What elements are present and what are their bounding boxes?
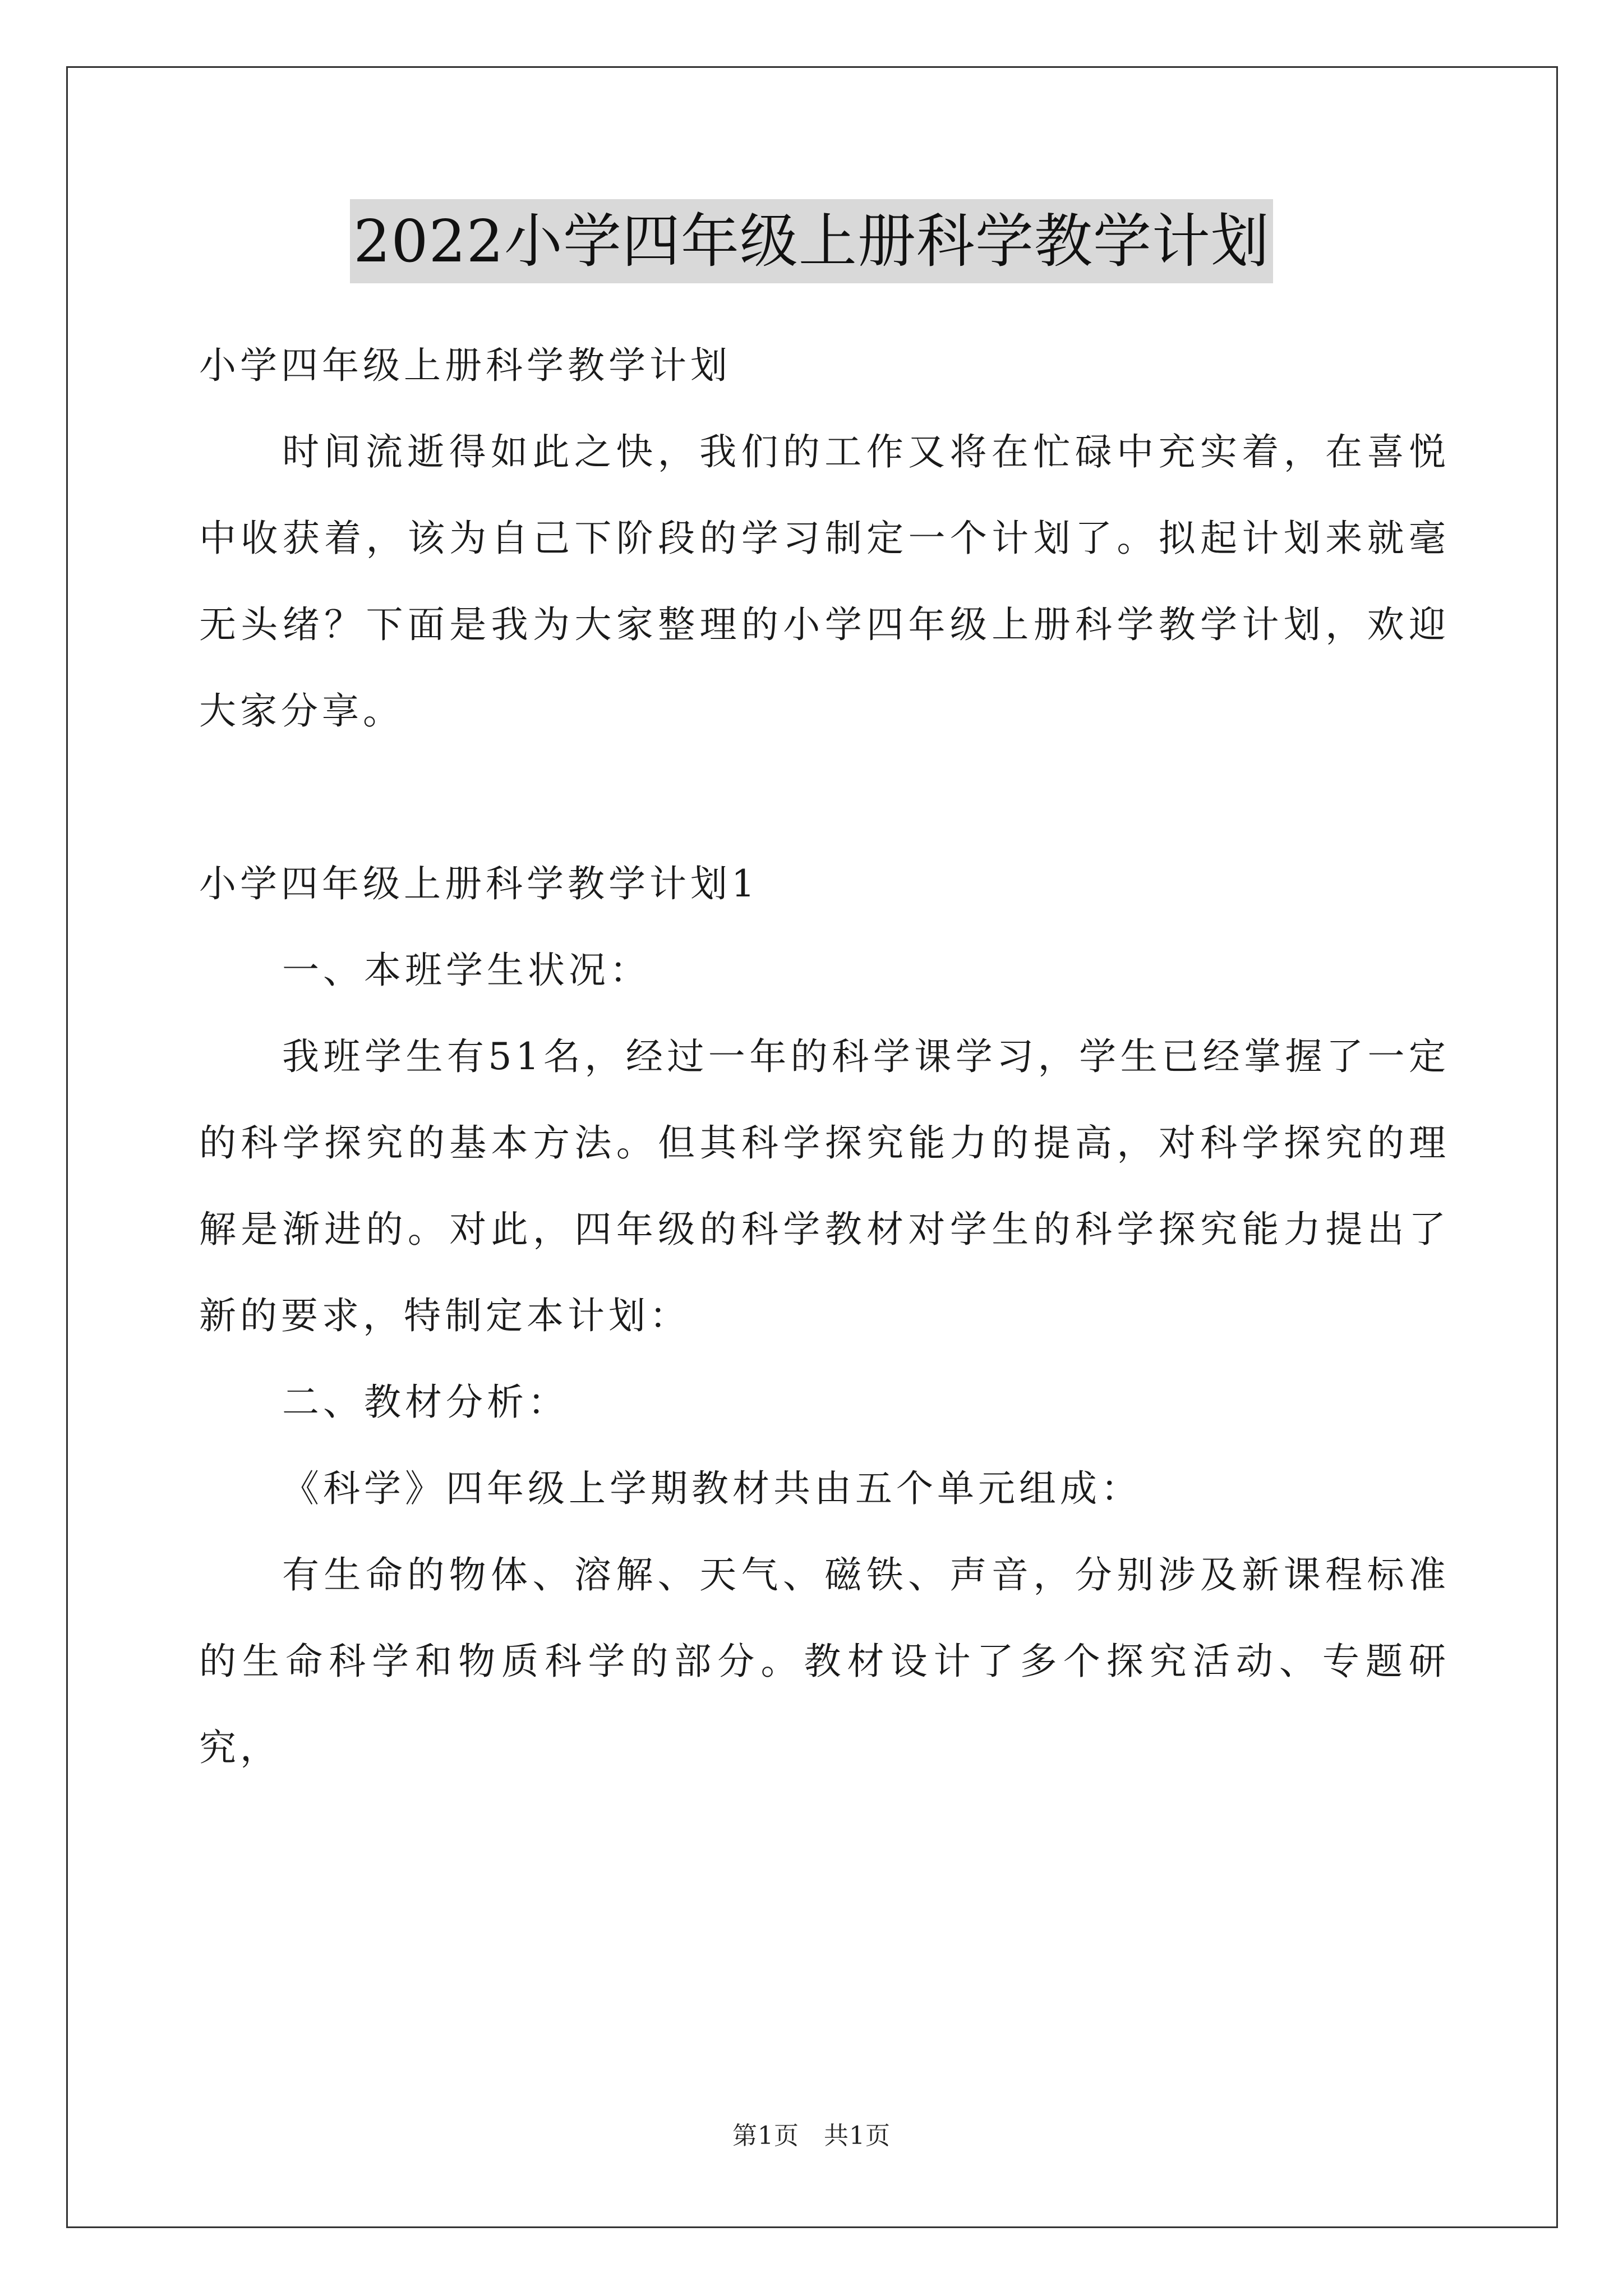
heading-student-status: 一、本班学生状况： xyxy=(282,949,651,992)
page-footer xyxy=(0,2119,1623,2153)
page-number: 第1页 xyxy=(732,2122,799,2150)
document-subtitle: 小学四年级上册科学教学计划 xyxy=(199,344,731,387)
textbook-units-paragraph: 《科学》四年级上学期教材共由五个单元组成： xyxy=(282,1467,1142,1510)
title-container xyxy=(0,199,1623,283)
textbook-content-paragraph: 有生命的物体、溶解、天气、磁铁、声音，分别涉及新课程标准的生命科学和物质科学的部分。教材设计了多个探究活动、专题研究， xyxy=(199,1553,1450,1769)
student-status-paragraph: 我班学生有51名，经过一年的科学课学习，学生已经掌握了一定的科学探究的基本方法。但其科学探究能力的提高，对科学探究的理解是渐进的。对此，四年级的科学教材对学生的科学探究能力提出了新的要求，特制定本计划： xyxy=(199,1035,1450,1337)
section-title: 小学四年级上册科学教学计划1 xyxy=(199,862,759,905)
heading-textbook-analysis: 二、教材分析： xyxy=(282,1381,569,1424)
paragraph-spacer xyxy=(199,754,1450,841)
document-title: 2022小学四年级上册科学教学计划 xyxy=(350,199,1273,283)
document-body xyxy=(199,323,1450,1791)
intro-paragraph: 时间流逝得如此之快，我们的工作又将在忙碌中充实着，在喜悦中收获着，该为自己下阶段的学习制定一个计划了。拟起计划来就毫无头绪？下面是我为大家整理的小学四年级上册科学教学计划，欢迎大家分享。 xyxy=(199,430,1450,733)
page-total: 共1页 xyxy=(824,2122,891,2150)
